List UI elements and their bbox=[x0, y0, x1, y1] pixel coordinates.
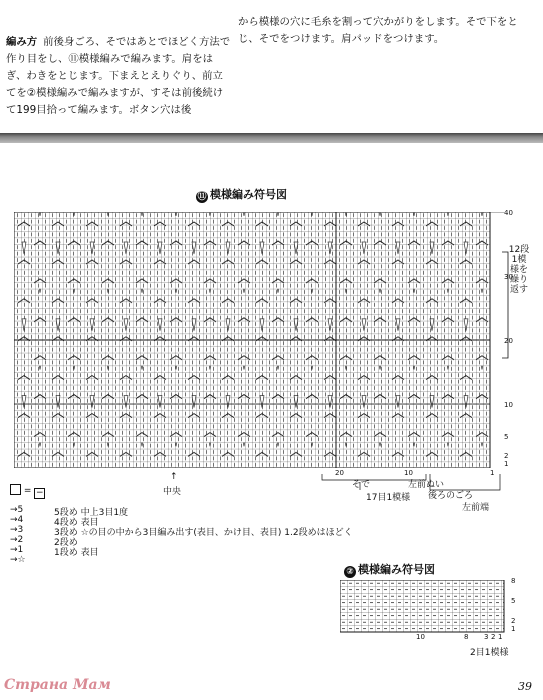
legend-text-3: 3段め ☆の目の中から3目編み出す(表目、かけ目、表目) 1.2段めはほどく bbox=[54, 528, 353, 538]
chart1-row-1: 1 bbox=[504, 460, 509, 468]
chart1-row-20: 20 bbox=[504, 337, 513, 345]
chart1-bottom-brackets bbox=[320, 472, 510, 506]
chart1-title-text: 模様編み符号図 bbox=[210, 188, 287, 201]
chart2-col-8: 8 bbox=[464, 633, 469, 641]
chart2-title bbox=[344, 561, 435, 578]
chart2-col-10: 10 bbox=[416, 633, 425, 641]
chart2-row-1: 1 bbox=[511, 625, 516, 633]
blank-box-icon bbox=[10, 484, 21, 495]
chart1-row-2: 2 bbox=[504, 452, 509, 460]
chart2-col-2: 2 bbox=[491, 633, 496, 641]
instructions-heading: 編み方 bbox=[6, 36, 38, 48]
chart1-row-30: 30 bbox=[504, 273, 513, 281]
chart1-repeat-label: 17目1模様 bbox=[366, 493, 411, 503]
chart1-col-1: 1 bbox=[490, 469, 495, 477]
chart1-back-label: 後ろのごろ bbox=[428, 491, 474, 501]
chart1-title bbox=[196, 186, 287, 203]
instructions-right: から模様の穴に毛糸を割って穴かがりをします。そで下をとじ、そでをつけます。肩パッドをつけます。 bbox=[238, 16, 518, 45]
instructions-left-text: 前後身ごろ、そではあとでほどく方法で作り目をし、⑪模様編みで編みます。肩をはぎ、わきをとじます。下まえとえりぐり、前立てを②模様編みで編みますが、すそは前後続けて199目拾って編みます。ボタン穴は後 bbox=[6, 36, 231, 116]
instructions-left bbox=[6, 34, 232, 119]
legend-text-1: 1段め 表目 bbox=[54, 548, 99, 558]
legend-equals: = bbox=[23, 486, 32, 496]
section-divider bbox=[0, 133, 543, 143]
purl-box-icon: − bbox=[36, 488, 44, 498]
chart1-row-10: 10 bbox=[504, 401, 513, 409]
chart1-row-5: 5 bbox=[504, 433, 509, 441]
chart1-number: ⑪ bbox=[197, 192, 207, 202]
chart1-center-label: 中央 bbox=[163, 487, 182, 497]
legend-mark-1: →1 bbox=[10, 545, 24, 555]
center-arrow: ↑ bbox=[170, 472, 178, 482]
legend-mark-3: →3 bbox=[10, 525, 24, 535]
chart2-title-text: 模様編み符号図 bbox=[358, 563, 435, 576]
legend-mark-star: →☆ bbox=[10, 555, 26, 565]
chart1-left-front-end: 左前端 bbox=[462, 503, 490, 513]
watermark: Страна Мам bbox=[4, 677, 111, 693]
legend-mark-5: →5 bbox=[10, 505, 24, 515]
chart2-number: ② bbox=[344, 566, 356, 578]
chart2-col-1: 1 bbox=[498, 633, 503, 641]
chart1-col-20: 20 bbox=[335, 469, 344, 477]
page-number: 39 bbox=[518, 680, 532, 693]
legend-text-2: 2段め bbox=[54, 538, 78, 548]
chart1-col-10: 10 bbox=[404, 469, 413, 477]
chart2-row-8: 8 bbox=[511, 577, 516, 585]
legend-mark-4: →4 bbox=[10, 515, 24, 525]
legend-blank bbox=[10, 484, 45, 499]
legend-text-5: 5段め 中上3目1度 bbox=[54, 508, 129, 518]
legend-text-4: 4段め 表目 bbox=[54, 518, 99, 528]
chart2-col-3: 3 bbox=[484, 633, 489, 641]
chart2-repeat-label: 2目1模様 bbox=[470, 648, 509, 658]
chart2-row-5: 5 bbox=[511, 597, 516, 605]
chart1-repeat-note: 12段1模様を繰り返す bbox=[508, 245, 530, 295]
chart1-grid bbox=[14, 212, 504, 468]
chart2-grid bbox=[340, 580, 510, 636]
chart1-left-front-label: 左前ぬい bbox=[408, 480, 445, 490]
chart1-row-40: 40 bbox=[504, 209, 513, 217]
legend-mark-2: →2 bbox=[10, 535, 24, 545]
chart1-sleeve-label: そで bbox=[352, 480, 371, 490]
chart2-row-2: 2 bbox=[511, 617, 516, 625]
